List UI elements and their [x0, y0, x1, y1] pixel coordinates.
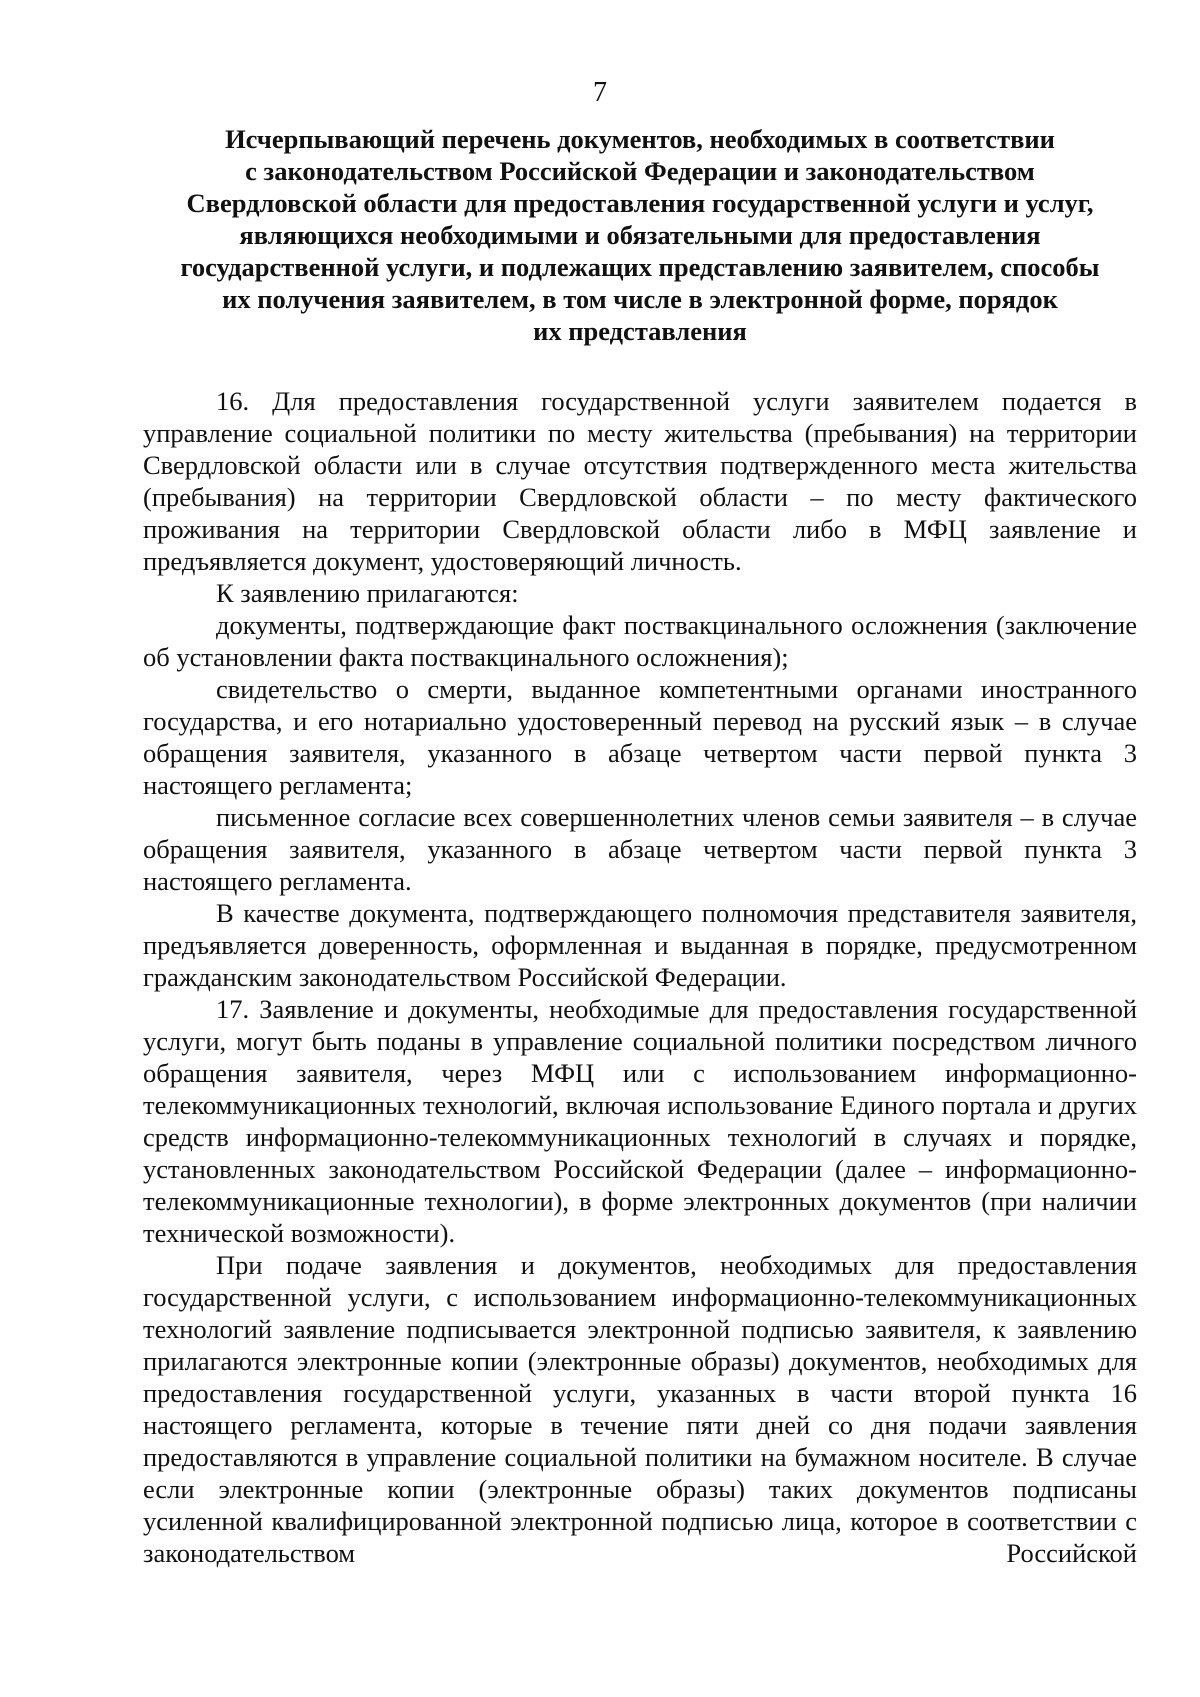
paragraph-attachments-intro: К заявлению прилагаются:: [216, 578, 519, 608]
section-title: [140, 123, 1140, 347]
paragraph-attachment-death-certificate: свидетельство о смерти, выданное компетентными органами иностранного государства, и его нотариально удостоверенный перевод на русский язык – в случае обращения заявителя, указанного в абзаце четвертом части первой пункта 3 настоящего регламента;: [143, 674, 1137, 800]
title-line: их получения заявителем, в том числе в электронной форме, порядок: [222, 284, 1058, 314]
paragraph-item-17: 17. Заявление и документы, необходимые для предоставления государственной услуги, могут быть поданы в управление социальной политики посредством личного обращения заявителя, через МФЦ или с использованием информационно-телекоммуникационных технологий, включая использование Единого портала и других средств информационно-телекоммуникационных технологий в случаях и порядке, установленных законодательством Российской Федерации (далее – информационно-телекоммуникационные технологии), в форме электронных документов (при наличии технической возможности).: [143, 994, 1137, 1248]
title-line: Свердловской области для предоставления государственной услуги и услуг,: [186, 188, 1094, 218]
page-number: 7: [593, 77, 607, 108]
paragraph-item-16: 16. Для предоставления государственной услуги заявителем подается в управление социальной политики по месту жительства (пребывания) на территории Свердловской области или в случае отсутствия подтвержденного места жительства (пребывания) на территории Свердловской области – по месту фактического проживания на территории Свердловской области либо в МФЦ заявление и предъявляется документ, удостоверяющий личность.: [143, 386, 1137, 576]
document-body: [143, 385, 1137, 1569]
paragraph-attachment-family-consent: письменное согласие всех совершеннолетних членов семьи заявителя – в случае обращения заявителя, указанного в абзаце четвертом части первой пункта 3 настоящего регламента.: [143, 802, 1137, 896]
title-line: Исчерпывающий перечень документов, необходимых в соответствии: [225, 124, 1055, 154]
paragraph-representative-authority: В качестве документа, подтверждающего полномочия представителя заявителя, предъявляется доверенность, оформленная и выданная в порядке, предусмотренном гражданским законодательством Российской Федерации.: [143, 898, 1137, 992]
title-line: их представления: [533, 316, 747, 346]
title-line: с законодательством Российской Федерации и законодательством: [245, 156, 1035, 186]
paragraph-electronic-submission: При подаче заявления и документов, необходимых для предоставления государственной услуги, с использованием информационно-телекоммуникационных технологий заявление подписывается электронной подписью заявителя, к заявлению прилагаются электронные копии (электронные образы) документов, необходимых для предоставления государственной услуги, указанных в части второй пункта 16 настоящего регламента, которые в течение пяти дней со дня подачи заявления предоставляются в управление социальной политики на бумажном носителе. В случае если электронные копии (электронные образы) таких документов подписаны усиленной квалифицированной электронной подписью лица, которое в соответствии с законодательством Российской: [143, 1250, 1137, 1568]
title-line: государственной услуги, и подлежащих представлению заявителем, способы: [180, 252, 1100, 282]
paragraph-attachment-complication: документы, подтверждающие факт поствакцинального осложнения (заключение об установлении факта поствакцинального осложнения);: [143, 610, 1137, 672]
title-line: являющихся необходимыми и обязательными для предоставления: [239, 220, 1041, 250]
